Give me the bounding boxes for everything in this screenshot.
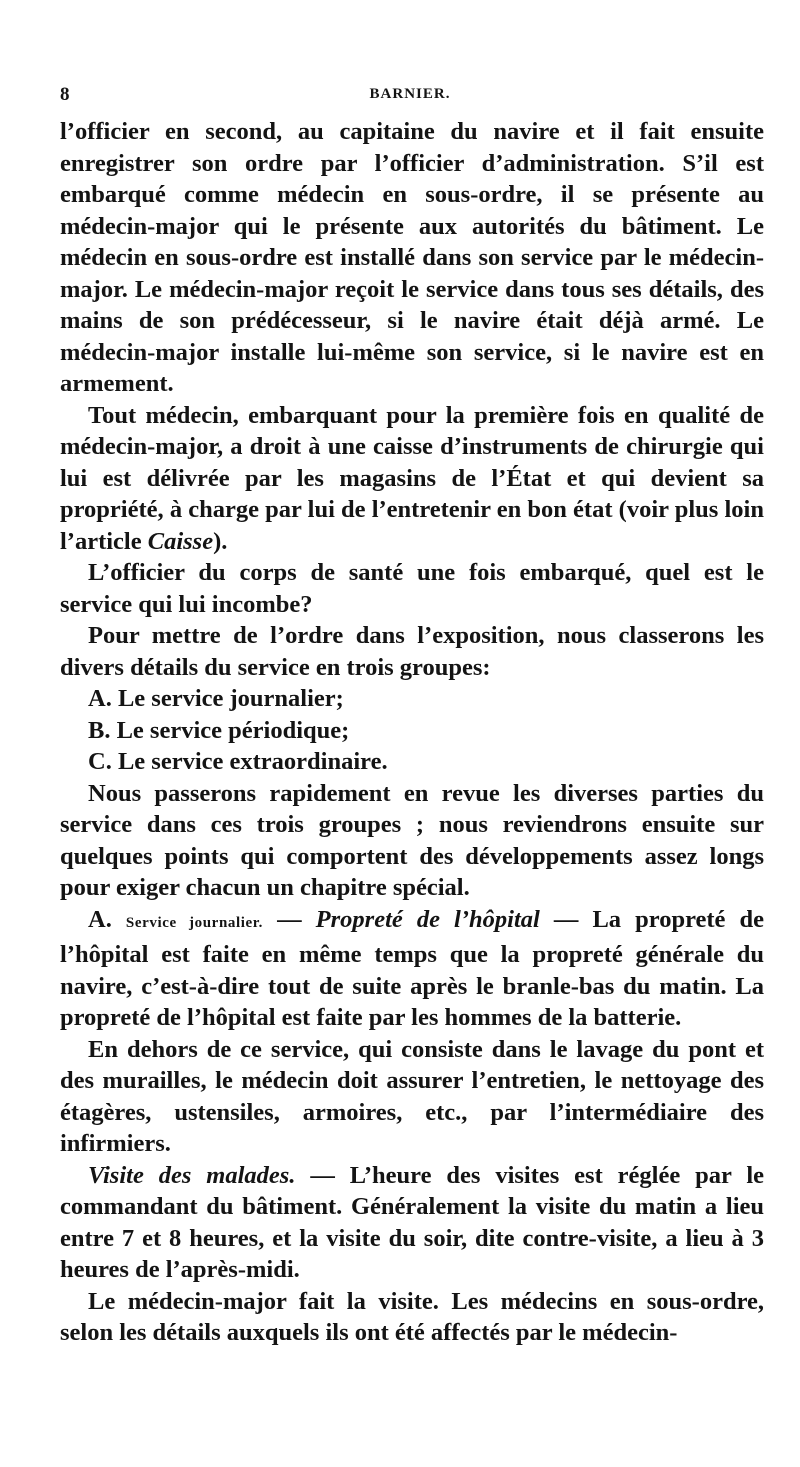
page-number: 8: [60, 84, 70, 105]
paragraph-question: L’officier du corps de santé une fois embarqué, quel est le service qui lui incombe?: [60, 559, 764, 618]
paragraph-text: L’heure des visites est réglée par le commandant du bâtiment. Généralement la visite du matin a lieu entre 7 et 8 heures, et la visite du soir, dite contre-visite, a lieu à 3 heures de l’après-midi.: [60, 1161, 765, 1283]
running-head: BARNIER.: [369, 86, 451, 102]
section-heading: Service journalier.: [125, 914, 264, 931]
article-reference: Caisse: [147, 527, 214, 555]
paragraph-instrument-case: [60, 400, 764, 558]
paragraph-visits: [60, 1160, 764, 1286]
page-header: [60, 84, 760, 110]
dash: —: [539, 905, 593, 933]
body-text: [60, 116, 764, 1349]
dash: —: [263, 905, 316, 933]
paragraph-review: Nous passerons rapidement en revue les diverses parties du service dans ces trois groupes ; nous reviendrons ensuite sur quelques points qui comportent des développements assez longs pour exiger chacun un chapitre spécial.: [60, 779, 764, 901]
paragraph-daily-service: [60, 904, 764, 1034]
dash: —: [295, 1161, 350, 1189]
section-prefix: A.: [88, 905, 126, 933]
paragraph-text: ).: [213, 527, 228, 555]
list-item: C. Le service extraordinaire.: [88, 748, 388, 775]
paragraph-cleaning: En dehors de ce service, qui consiste dans le lavage du pont et des murailles, le médecin doit assurer l’entretien, le nettoyage des étagères, ustensiles, armoires, etc., par l’intermédiaire des infirmiers.: [60, 1035, 764, 1157]
paragraph-text: Tout médecin, embarquant pour la première fois en qualité de médecin-major, a droit à une caisse d’instruments de chirurgie qui lui est délivrée par les magasins de l’État et qui devient sa propriété, à charge par lui de l’entretenir en bon état (voir plus loin l’article: [60, 401, 764, 555]
subsection-heading: Visite des malades.: [88, 1161, 296, 1189]
paragraph-groups-intro: Pour mettre de l’ordre dans l’exposition, nous classerons les divers détails du service en trois groupes:: [60, 622, 764, 681]
paragraph-major-visit: Le médecin-major fait la visite. Les médecins en sous-ordre, selon les détails auxquels ils ont été affectés par le médecin-: [60, 1287, 764, 1346]
list-item: A. Le service journalier;: [88, 685, 344, 712]
list-item: B. Le service périodique;: [88, 716, 350, 744]
subsection-heading: Propreté de l’hôpital: [315, 905, 540, 933]
paragraph-text: La propreté de l’hôpital est faite en même temps que la propreté générale du navire, c’est-à-dire tout de suite après le branle-bas du matin. La propreté de l’hôpital est faite par les hommes de la batterie.: [60, 905, 764, 1031]
paragraph-continuation: l’officier en second, au capitaine du navire et il fait ensuite enregistrer son ordre par l’officier d’administration. S’il est embarqué comme médecin en sous-ordre, il se présente au médecin-major qui le présente aux autorités du bâtiment. Le médecin en sous-ordre est installé dans son service par le médecin-major. Le médecin-major reçoit le service dans tous ses détails, des mains de son prédécesseur, si le navire était déjà armé. Le médecin-major installe lui-même son service, si le navire est en armement.: [60, 118, 764, 397]
